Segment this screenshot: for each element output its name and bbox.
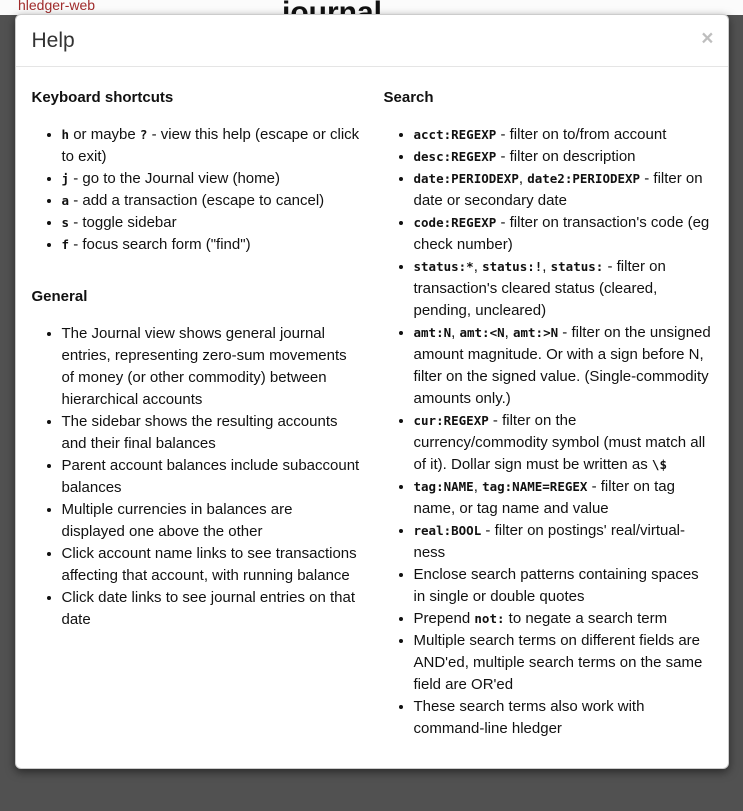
app-brand-link: hledger-web: [18, 0, 96, 13]
code-term: real:BOOL: [413, 523, 482, 538]
list-item: [414, 608, 712, 630]
list-item: [62, 543, 360, 587]
list-item: [414, 212, 712, 256]
text-segment: - view this help (escape or click to exit): [61, 126, 360, 165]
code-term: amt:<N: [459, 325, 505, 340]
text-segment: Multiple search terms on different fields are AND'ed, multiple search terms on the same field are OR'ed: [413, 632, 703, 693]
text-segment: Parent account balances include subaccount balances: [61, 457, 360, 496]
text-segment: to negate a search term: [504, 610, 668, 627]
code-term: status:: [550, 259, 604, 274]
text-segment: Prepend: [413, 610, 475, 627]
list-item: [62, 411, 360, 455]
list-item: [414, 520, 712, 564]
list-item: [414, 564, 712, 608]
search-list: [384, 124, 712, 740]
code-term: j: [61, 171, 70, 186]
code-term: tag:NAME: [413, 479, 474, 494]
code-term: h: [61, 127, 70, 142]
general-heading: General: [31, 288, 88, 305]
modal-header: [16, 15, 728, 67]
code-term: date2:PERIODEXP: [527, 171, 641, 186]
text-segment: ,: [451, 324, 460, 341]
keyboard-shortcuts-list: [32, 124, 360, 256]
code-term: code:REGEXP: [413, 215, 497, 230]
text-segment: - filter on description: [496, 148, 636, 165]
help-column-right: [374, 83, 712, 746]
code-term: f: [61, 237, 70, 252]
code-term: status:*: [413, 259, 474, 274]
code-term: not:: [474, 611, 505, 626]
text-segment: - filter on postings' real/virtual-ness: [413, 522, 686, 561]
list-item: [62, 212, 360, 234]
code-term: acct:REGEXP: [413, 127, 497, 142]
text-segment: ,: [473, 258, 483, 275]
list-item: [414, 168, 712, 212]
text-segment: - filter on to/from account: [496, 126, 667, 143]
text-segment: ,: [542, 258, 551, 275]
list-item: [62, 190, 360, 212]
text-segment: - focus search form ("find"): [69, 236, 251, 253]
code-term: s: [61, 215, 70, 230]
list-item: [62, 234, 360, 256]
text-segment: - filter on tag name, or tag name and value: [413, 478, 675, 517]
code-term: status:!: [482, 259, 543, 274]
list-item: [414, 696, 712, 740]
close-icon[interactable]: ×: [701, 27, 714, 50]
text-segment: Click account name links to see transactions affecting that account, with running balance: [61, 545, 357, 584]
code-term: ?: [139, 127, 148, 142]
text-segment: ,: [518, 170, 528, 187]
text-segment: Enclose search patterns containing spaces in single or double quotes: [413, 566, 699, 605]
list-item: [62, 124, 360, 168]
text-segment: The sidebar shows the resulting accounts and their final balances: [61, 413, 338, 452]
list-item: [62, 587, 360, 631]
text-segment: - go to the Journal view (home): [69, 170, 280, 187]
text-segment: - filter on the unsigned amount magnitude. Or with a sign before N, filter on the signed value. (Single-commodity amounts only.): [413, 324, 711, 407]
code-term: amt:>N: [512, 325, 559, 340]
code-term: amt:N: [413, 325, 452, 340]
text-segment: - filter on transaction's code (eg check number): [413, 214, 710, 253]
list-item: [414, 322, 712, 410]
search-heading: Search: [383, 89, 434, 106]
text-segment: Multiple currencies in balances are displayed one above the other: [61, 501, 293, 540]
text-segment: or maybe: [69, 126, 140, 143]
text-segment: Click date links to see journal entries on that date: [61, 589, 355, 628]
list-item: [62, 168, 360, 190]
list-item: [62, 323, 360, 411]
code-term: cur:REGEXP: [413, 413, 489, 428]
text-segment: ,: [473, 478, 483, 495]
general-list: [32, 323, 360, 631]
list-item: [414, 146, 712, 168]
code-term: date:PERIODEXP: [413, 171, 519, 186]
text-segment: These search terms also work with command-line hledger: [413, 698, 645, 737]
text-segment: ,: [504, 324, 513, 341]
help-modal: [15, 14, 729, 769]
list-item: [414, 410, 712, 476]
text-segment: - add a transaction (escape to cancel): [69, 192, 325, 209]
text-segment: The Journal view shows general journal entries, representing zero-sum movements of money (or other commodity) between hierarchical accounts: [61, 325, 347, 408]
list-item: [62, 455, 360, 499]
list-item: [414, 256, 712, 322]
code-term: tag:NAME=REGEX: [482, 479, 588, 494]
code-term: \$: [651, 457, 667, 472]
modal-title: Help: [31, 29, 75, 52]
keyboard-shortcuts-heading: Keyboard shortcuts: [31, 89, 174, 106]
list-item: [414, 124, 712, 146]
code-term: a: [61, 193, 70, 208]
code-term: desc:REGEXP: [413, 149, 497, 164]
help-column-left: [32, 83, 374, 746]
list-item: [62, 499, 360, 543]
list-item: [414, 476, 712, 520]
text-segment: - filter on date or secondary date: [413, 170, 703, 209]
text-segment: - toggle sidebar: [69, 214, 177, 231]
modal-body: [16, 67, 728, 768]
text-segment: - filter on the currency/commodity symbol (must match all of it). Dollar sign must be written as: [413, 412, 706, 473]
list-item: [414, 630, 712, 696]
text-segment: - filter on transaction's cleared status (cleared, pending, uncleared): [413, 258, 666, 319]
